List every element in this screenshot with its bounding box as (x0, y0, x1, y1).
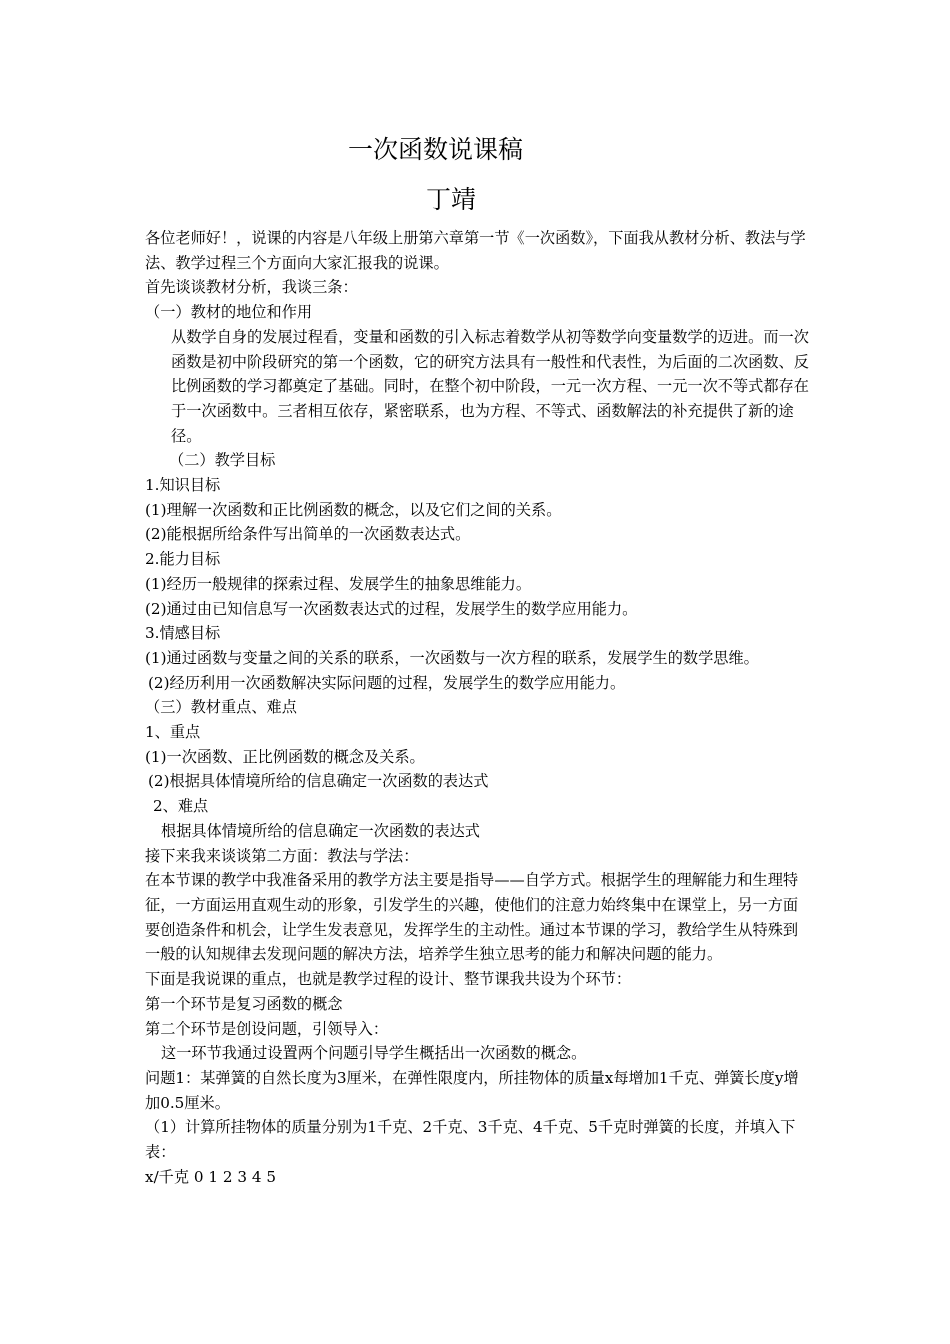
key-point-heading: 1、重点 (145, 723, 201, 742)
document-author: 丁靖 (426, 185, 477, 214)
goal-item: (1)通过函数与变量之间的关系的联系，一次函数与一次方程的联系，发展学生的数学思维。 (145, 648, 759, 667)
paragraph-method: 在本节课的教学中我准备采用的教学方法主要是指导——自学方式。根据学生的理解能力和生理特征，一方面运用直观生动的形象，引发学生的兴趣，使他们的注意力始终集中在课堂上，另一方面要创造条件和机会，让学生发表意见，发挥学生的主动性。通过本节课的学习，教给学生从特殊到一般的认知规律去发现问题的解决方法，培养学生独立思考的能力和解决问题的能力。 (145, 871, 799, 964)
step-2: 第二个环节是创设问题，引领导入： (145, 1019, 388, 1038)
goal-item: (2)通过由已知信息写一次函数表达式的过程，发展学生的数学应用能力。 (145, 599, 638, 618)
step-1: 第一个环节是复习函数的概念 (145, 994, 343, 1013)
table-row-x: x/千克 0 1 2 3 4 5 (145, 1167, 276, 1186)
goal-item: (2)经历利用一次函数解决实际问题的过程，发展学生的数学应用能力。 (148, 673, 626, 692)
paragraph-analysis-intro: 首先谈谈教材分析，我谈三条： (145, 278, 358, 297)
section-heading-2: （二）教学目标 (169, 451, 276, 470)
section-heading-1: （一）教材的地位和作用 (145, 303, 313, 322)
document-title: 一次函数说课稿 (348, 135, 524, 164)
goal-heading-knowledge: 1.知识目标 (145, 476, 221, 495)
paragraph-status-role: 从数学自身的发展过程看，变量和函数的引入标志着数学从初等数学向变量数学的迈进。而一次函数是初中阶段研究的第一个函数，它的研究方法具有一般性和代表性，为后面的二次函数、反比例函数的学习都奠定了基础。同时，在整个初中阶段，一元一次方程、一元一次不等式都存在于一次函数中。三者相互依存，紧密联系，也为方程、不等式、函数解法的补充提供了新的途径。 (171, 327, 809, 445)
difficulty-item: 根据具体情境所给的信息确定一次函数的表达式 (161, 821, 480, 840)
paragraph-greeting: 各位老师好！，说课的内容是八年级上册第六章第一节《一次函数》，下面我从教材分析、教法与学法、教学过程三个方面向大家汇报我的说课。 (145, 229, 806, 272)
difficulty-heading: 2、难点 (153, 797, 209, 816)
problem-1-question: （1）计算所挂物体的质量分别为1千克、2千克、3千克、4千克、5千克时弹簧的长度，并填入下表： (145, 1118, 796, 1162)
goal-item: (2)能根据所给条件写出简单的一次函数表达式。 (145, 525, 471, 544)
goal-item: (1)理解一次函数和正比例函数的概念，以及它们之间的关系。 (145, 500, 562, 519)
section-heading-3: （三）教材重点、难点 (145, 698, 297, 717)
key-point-item: (2)根据具体情境所给的信息确定一次函数的表达式 (148, 772, 489, 791)
paragraph-method-intro: 接下来我来谈谈第二方面：教法与学法： (145, 846, 419, 865)
paragraph-step-2-detail: 这一环节我通过设置两个问题引导学生概括出一次函数的概念。 (161, 1044, 587, 1063)
problem-1: 问题1：某弹簧的自然长度为3厘米，在弹性限度内，所挂物体的质量x每增加1千克、弹簧长度y增加0.5厘米。 (145, 1068, 799, 1112)
goal-heading-emotion: 3.情感目标 (145, 624, 221, 643)
key-point-item: (1)一次函数、正比例函数的概念及关系。 (145, 747, 425, 766)
document-body (145, 226, 813, 1189)
goal-item: (1)经历一般规律的探索过程、发展学生的抽象思维能力。 (145, 574, 532, 593)
paragraph-process-intro: 下面是我说课的重点，也就是教学过程的设计、整节课我共设为个环节： (145, 970, 631, 989)
goal-heading-ability: 2.能力目标 (145, 550, 221, 569)
